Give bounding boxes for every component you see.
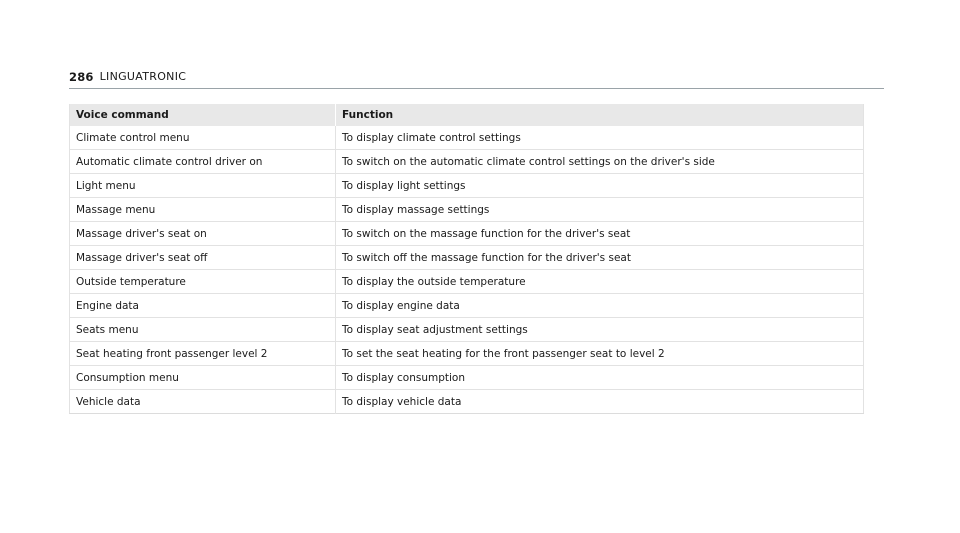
table-row — [70, 294, 864, 318]
table-row — [70, 390, 864, 414]
voice-command-cell: Climate control menu — [70, 126, 336, 150]
function-cell: To display massage settings — [342, 203, 490, 216]
table-row — [70, 318, 864, 342]
function-cell: To switch off the massage function for the driver's seat — [342, 251, 631, 264]
table-row — [70, 246, 864, 270]
column-header-function: Function — [342, 109, 394, 121]
function-cell: To display climate control settings — [342, 131, 521, 144]
voice-command-cell: Consumption menu — [70, 366, 336, 390]
column-header-voice-command: Voice command — [70, 104, 336, 126]
voice-command-cell: Massage driver's seat off — [70, 246, 336, 270]
page-number: 286 — [69, 70, 94, 84]
voice-command-cell: Seats menu — [70, 318, 336, 342]
table-row — [70, 174, 864, 198]
voice-command-cell: Seat heating front passenger level 2 — [70, 342, 336, 366]
voice-command-cell: Vehicle data — [70, 390, 336, 414]
table-row — [70, 366, 864, 390]
table-row — [70, 342, 864, 366]
voice-command-cell: Engine data — [70, 294, 336, 318]
voice-command-cell: Massage driver's seat on — [70, 222, 336, 246]
voice-command-table — [69, 104, 864, 414]
page-header — [69, 70, 884, 89]
function-cell: To set the seat heating for the front passenger seat to level 2 — [342, 347, 665, 360]
function-cell: To display engine data — [342, 299, 460, 312]
table-row — [70, 126, 864, 150]
voice-command-cell: Light menu — [70, 174, 336, 198]
voice-command-cell: Massage menu — [70, 198, 336, 222]
voice-command-cell: Automatic climate control driver on — [70, 150, 336, 174]
section-title: LINGUATRONIC — [99, 70, 187, 83]
table-row — [70, 270, 864, 294]
table-header-row — [70, 104, 864, 126]
function-cell: To display consumption — [342, 371, 465, 384]
function-cell: To display light settings — [342, 179, 466, 192]
table-row — [70, 198, 864, 222]
function-cell: To display seat adjustment settings — [342, 323, 528, 336]
function-cell: To display the outside temperature — [342, 275, 526, 288]
function-cell: To display vehicle data — [342, 395, 462, 408]
function-cell: To switch on the automatic climate control settings on the driver's side — [342, 155, 715, 168]
function-cell: To switch on the massage function for the driver's seat — [342, 227, 631, 240]
voice-command-cell: Outside temperature — [70, 270, 336, 294]
table-row — [70, 222, 864, 246]
table-row — [70, 150, 864, 174]
